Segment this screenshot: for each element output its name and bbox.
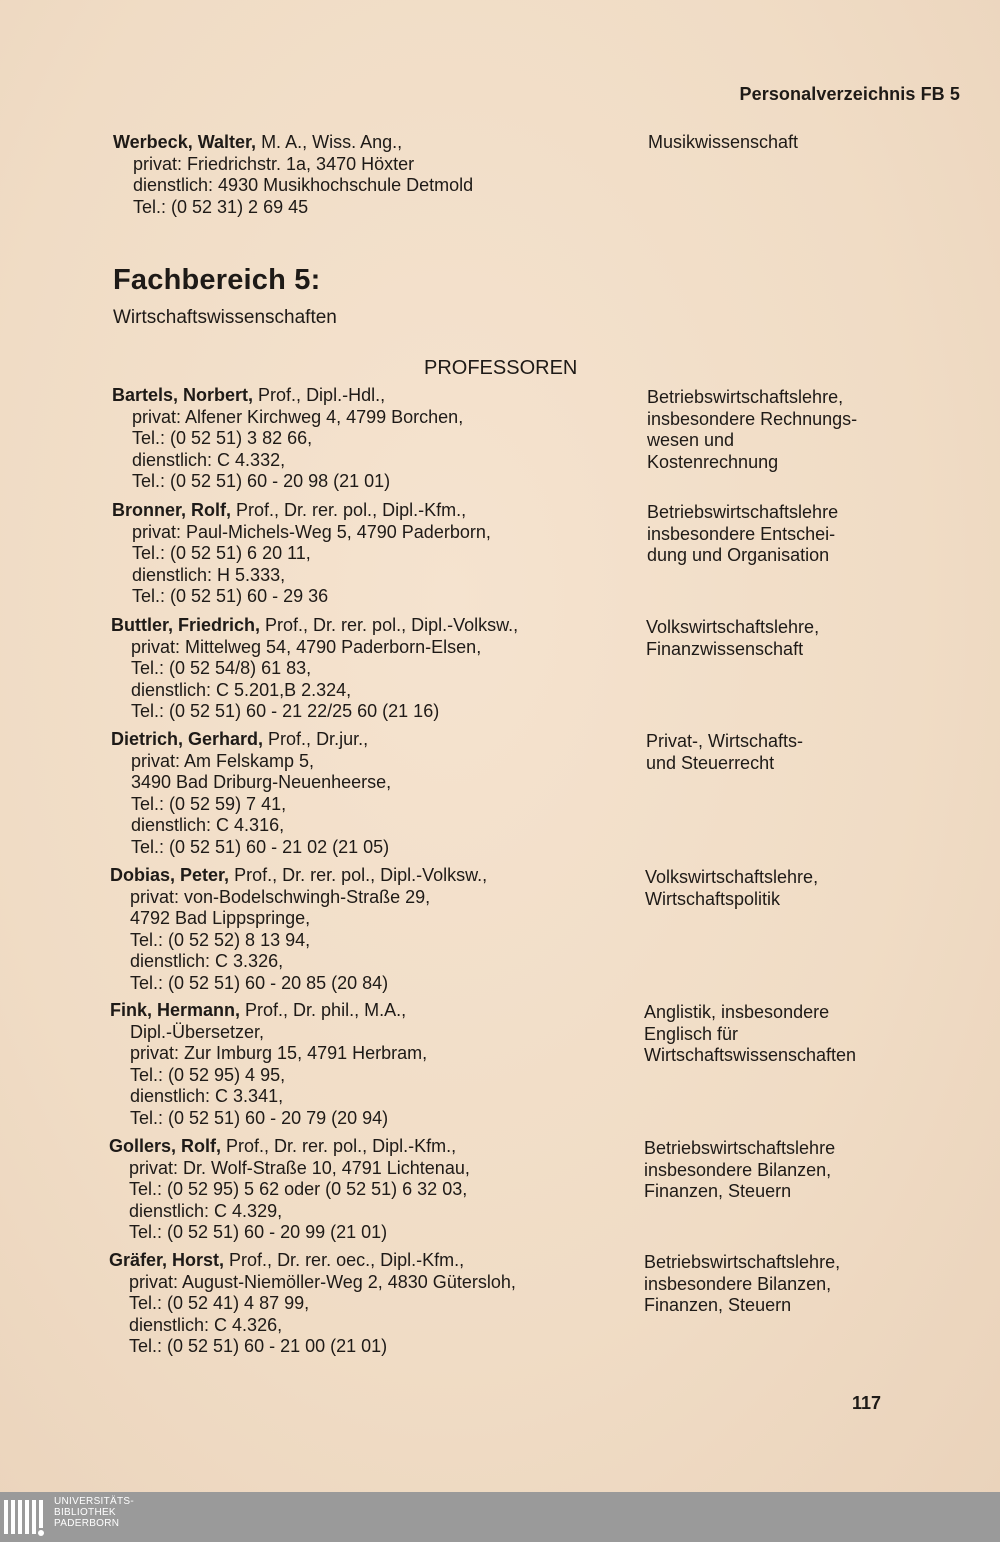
subject-line: Volkswirtschaftslehre,: [646, 617, 820, 637]
subject-dobias: [645, 867, 818, 910]
subject-line: Betriebswirtschaftslehre: [644, 1138, 836, 1158]
entry-dobias: [110, 865, 487, 994]
entry-line: Tel.: (0 52 51) 60 - 20 99 (21 01): [129, 1222, 388, 1242]
subject-line: Volkswirtschaftslehre,: [645, 867, 819, 887]
subject-line: Betriebswirtschaftslehre,: [644, 1252, 841, 1272]
entry-line: Tel.: (0 52 95) 4 95,: [130, 1064, 286, 1085]
entry-title: Prof., Dr. rer. pol., Dipl.-Kfm.,: [231, 500, 467, 520]
entry-line: privat: Mittelweg 54, 4790 Paderborn-Elsen,: [131, 636, 482, 657]
entry-line: privat: August-Niemöller-Weg 2, 4830 Gütersloh,: [129, 1271, 516, 1292]
entry-line: privat: Friedrichstr. 1a, 3470 Höxter: [133, 153, 415, 174]
entry-line: dienstlich: C 4.326,: [129, 1314, 283, 1335]
subject-dietrich: [646, 731, 803, 774]
subject-line: Wirtschaftswissenschaften: [644, 1045, 857, 1065]
entry-line: Tel.: (0 52 51) 60 - 21 22/25 60 (21 16): [131, 701, 440, 721]
entry-bronner: [112, 500, 491, 608]
entry-line: Tel.: (0 52 52) 8 13 94,: [130, 929, 311, 950]
entry-line: Tel.: (0 52 51) 6 20 11,: [132, 543, 311, 563]
entry-line: Tel.: (0 52 59) 7 41,: [131, 793, 287, 814]
entry-line: Tel.: (0 52 51) 60 - 20 79 (20 94): [130, 1107, 389, 1128]
subject-buttler: [646, 617, 819, 660]
entry-line: 3490 Bad Driburg-Neuenheerse,: [131, 772, 392, 792]
entry-title: Prof., Dr. rer. pol., Dipl.-Kfm.,: [221, 1136, 457, 1156]
entry-title: Prof., Dipl.-Hdl.,: [253, 385, 386, 405]
subject-line: Privat-, Wirtschafts-: [646, 731, 804, 751]
subject-line: Wirtschaftspolitik: [645, 888, 781, 909]
entry-line: Tel.: (0 52 51) 60 - 20 85 (20 84): [130, 972, 389, 993]
entry-line: Tel.: (0 52 51) 3 82 66,: [132, 428, 313, 448]
subject-line: insbesondere Bilanzen,: [644, 1273, 832, 1294]
entry-name: Gollers, Rolf,: [109, 1136, 222, 1156]
entry-line: Dipl.-Übersetzer,: [130, 1021, 265, 1042]
entry-werbeck: [113, 132, 473, 218]
faculty-title: Fachbereich 5:: [113, 264, 321, 296]
entry-graefer: [109, 1250, 516, 1358]
subject-line: dung und Organisation: [647, 545, 830, 565]
entry-line: privat: Paul-Michels-Weg 5, 4790 Paderborn,: [132, 521, 491, 542]
entry-line: Tel.: (0 52 54/8) 61 83,: [131, 658, 312, 678]
entry-name: Bartels, Norbert,: [112, 385, 254, 405]
subject-line: Englisch für: [644, 1023, 739, 1044]
entry-line: dienstlich: C 4.316,: [131, 815, 285, 835]
subject-gollers: [644, 1138, 835, 1203]
entry-name: Buttler, Friedrich,: [111, 615, 261, 635]
entry-title: Prof., Dr. phil., M.A.,: [240, 1000, 407, 1020]
entry-line: privat: Zur Imburg 15, 4791 Herbram,: [130, 1043, 428, 1063]
logo-line: UNIVERSITÄTS-: [54, 1496, 135, 1507]
entry-name: Fink, Hermann,: [110, 1000, 241, 1020]
library-logo-text: [54, 1496, 134, 1529]
entry-line: dienstlich: C 4.332,: [132, 449, 286, 470]
entry-line: 4792 Bad Lippspringe,: [130, 908, 311, 928]
entry-title: Prof., Dr. rer. oec., Dipl.-Kfm.,: [224, 1250, 465, 1270]
subject-line: Anglistik, insbesondere: [644, 1002, 830, 1022]
page-number: 117: [852, 1393, 882, 1413]
entry-line: dienstlich: 4930 Musikhochschule Detmold: [133, 175, 474, 195]
entry-line: dienstlich: C 3.341,: [130, 1086, 284, 1106]
entry-name: Dietrich, Gerhard,: [111, 729, 264, 749]
subject-line: Musikwissenschaft: [648, 132, 799, 152]
entry-line: dienstlich: C 4.329,: [129, 1200, 283, 1221]
entry-line: privat: Am Felskamp 5,: [131, 750, 315, 771]
subject-line: Betriebswirtschaftslehre: [647, 502, 839, 522]
entry-line: Tel.: (0 52 31) 2 69 45: [133, 196, 309, 217]
subject-line: insbesondere Entschei-: [647, 523, 836, 544]
subject-line: insbesondere Bilanzen,: [644, 1159, 832, 1180]
entry-title: Prof., Dr. rer. pol., Dipl.-Volksw.,: [260, 615, 519, 635]
entry-line: dienstlich: H 5.333,: [132, 564, 286, 585]
entry-title: M. A., Wiss. Ang.,: [256, 132, 403, 152]
entry-line: privat: von-Bodelschwingh-Straße 29,: [130, 886, 431, 907]
entry-line: Tel.: (0 52 51) 60 - 21 02 (21 05): [131, 836, 390, 857]
entry-name: Bronner, Rolf,: [112, 500, 232, 520]
entry-bartels: [112, 385, 463, 493]
running-head: Personalverzeichnis FB 5: [739, 84, 960, 104]
library-barcode-icon: [4, 1496, 48, 1538]
subject-bronner: [647, 502, 838, 567]
subject-line: insbesondere Rechnungs-: [647, 408, 858, 429]
entry-dietrich: [111, 729, 391, 858]
entry-fink: [110, 1000, 427, 1129]
entry-gollers: [109, 1136, 470, 1244]
subject-line: Kostenrechnung: [647, 451, 779, 472]
subject-line: Finanzen, Steuern: [644, 1295, 792, 1315]
faculty-subtitle: Wirtschaftswissenschaften: [113, 307, 337, 328]
library-footer-bar: [0, 1492, 1000, 1542]
entry-line: privat: Dr. Wolf-Straße 10, 4791 Lichtenau,: [129, 1157, 470, 1178]
logo-line: PADERBORN: [54, 1518, 120, 1529]
subject-line: Finanzen, Steuern: [644, 1181, 792, 1201]
entry-line: dienstlich: C 5.201,B 2.324,: [131, 679, 352, 700]
subject-bartels: [647, 387, 857, 473]
entry-line: privat: Alfener Kirchweg 4, 4799 Borchen,: [132, 406, 464, 427]
subject-graefer: [644, 1252, 840, 1317]
entry-name: Dobias, Peter,: [110, 865, 230, 885]
subject-line: Betriebswirtschaftslehre,: [647, 387, 844, 407]
entry-line: Tel.: (0 52 95) 5 62 oder (0 52 51) 6 32 03,: [129, 1179, 468, 1199]
entry-line: Tel.: (0 52 51) 60 - 21 00 (21 01): [129, 1336, 388, 1356]
logo-line: BIBLIOTHEK: [54, 1507, 116, 1518]
subject-werbeck: [648, 132, 798, 154]
entry-line: Tel.: (0 52 51) 60 - 29 36: [132, 586, 329, 606]
subject-fink: [644, 1002, 856, 1067]
entry-buttler: [111, 615, 518, 723]
entry-title: Prof., Dr.jur.,: [263, 729, 369, 749]
entry-line: Tel.: (0 52 41) 4 87 99,: [129, 1293, 310, 1313]
entry-line: Tel.: (0 52 51) 60 - 20 98 (21 01): [132, 471, 391, 491]
section-heading: PROFESSOREN: [424, 357, 578, 379]
entry-name: Gräfer, Horst,: [109, 1250, 225, 1270]
entry-name: Werbeck, Walter,: [113, 132, 257, 152]
subject-line: und Steuerrecht: [646, 752, 775, 773]
entry-title: Prof., Dr. rer. pol., Dipl.-Volksw.,: [229, 865, 488, 885]
subject-line: Finanzwissenschaft: [646, 638, 804, 659]
entry-line: dienstlich: C 3.326,: [130, 951, 284, 971]
subject-line: wesen und: [647, 430, 735, 450]
